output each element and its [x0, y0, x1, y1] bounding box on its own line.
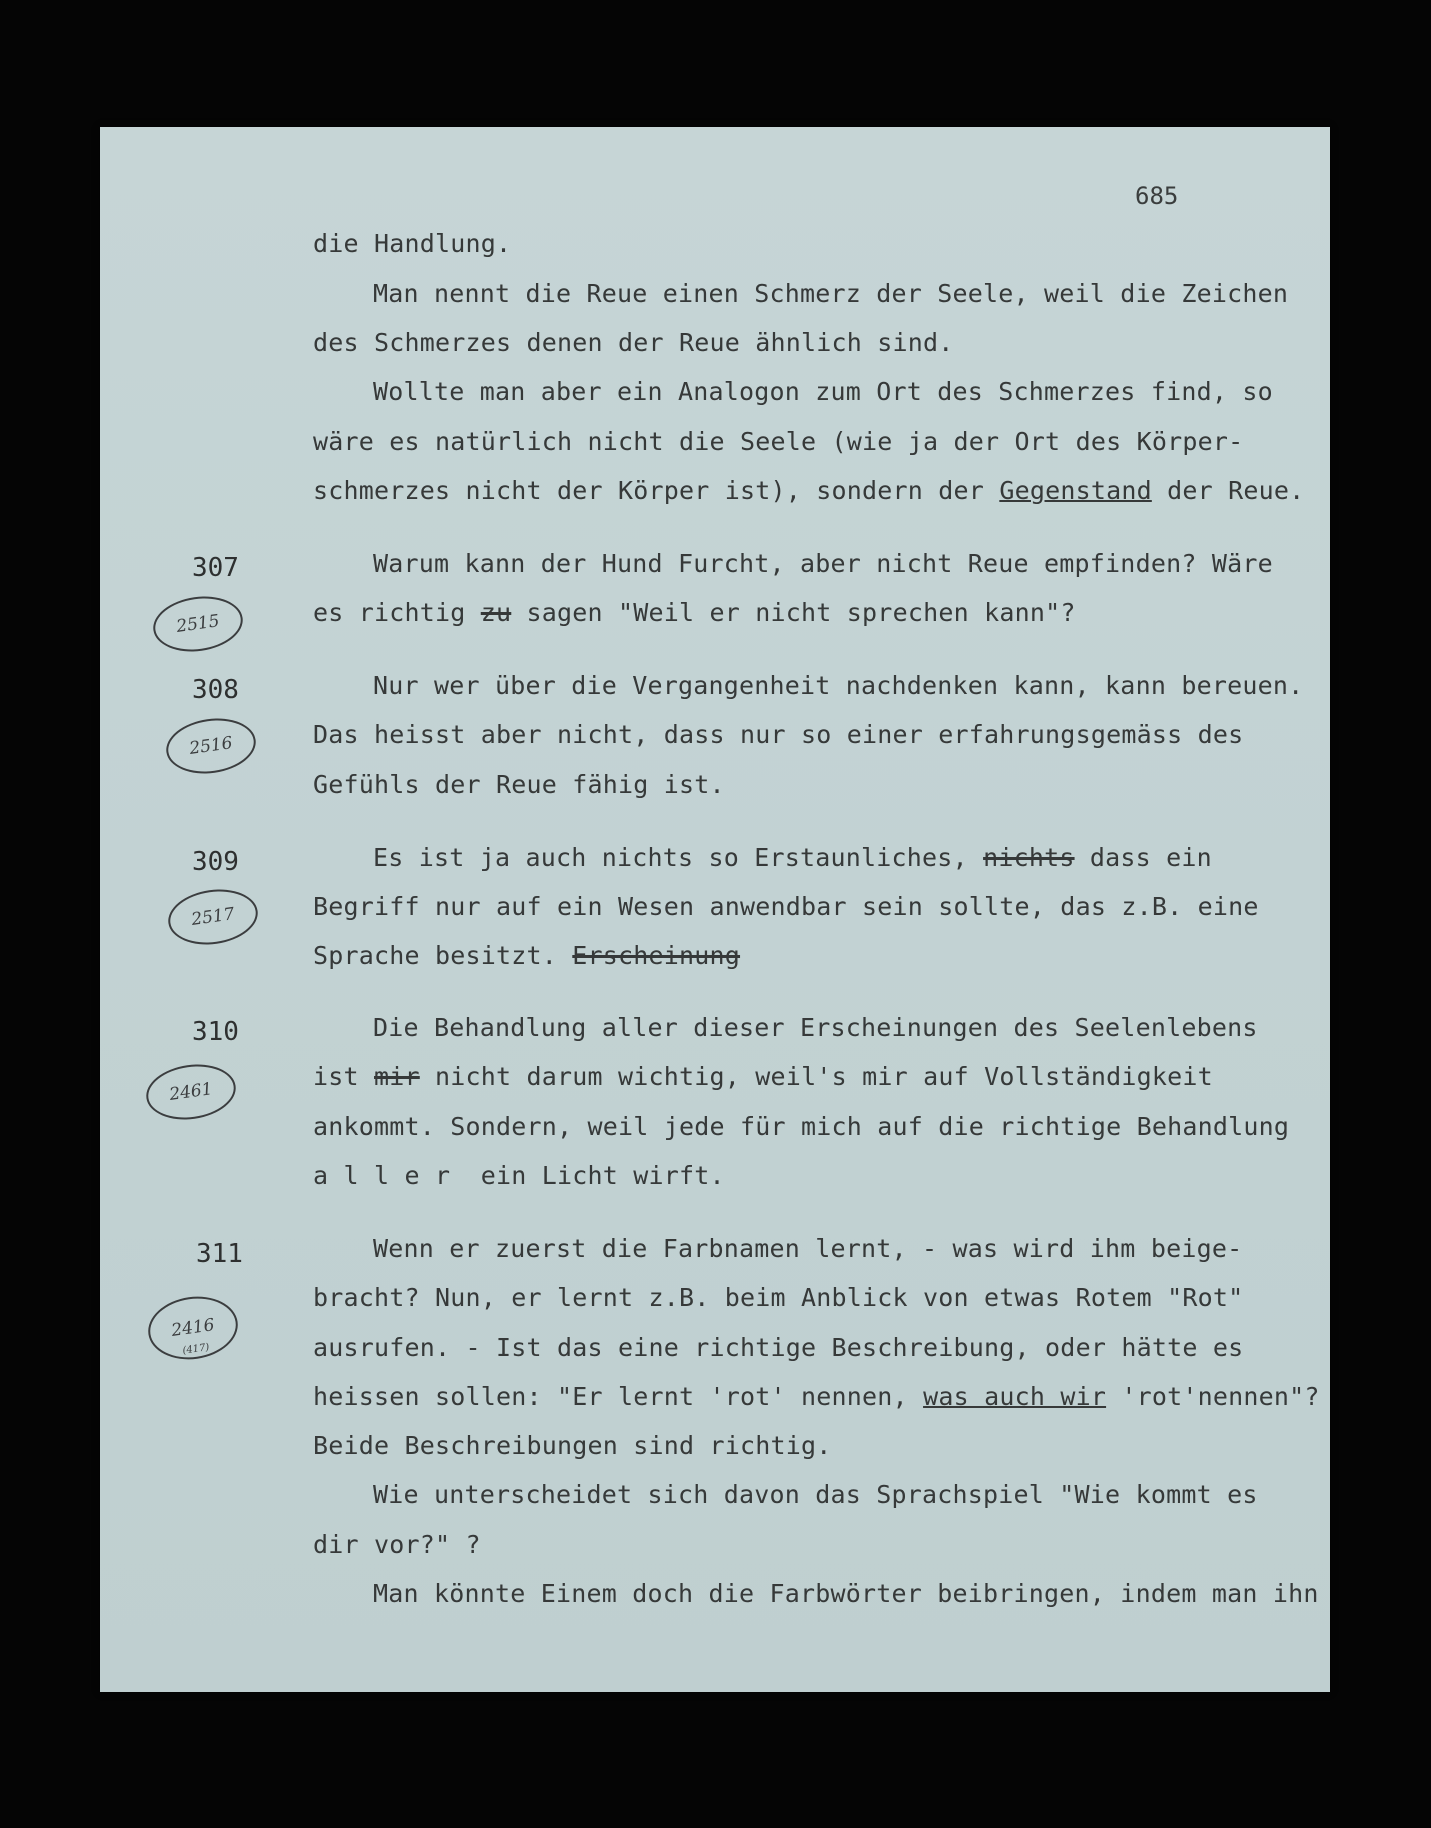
- typed-page: [100, 127, 1330, 1692]
- text-line: Man könnte Einem doch die Farbwörter beibringen, indem man ihn: [373, 1579, 1319, 1608]
- text-line: ist mir nicht darum wichtig, weil's mir auf Vollständigkeit: [313, 1062, 1213, 1091]
- text-line: Sprache besitzt. Erscheinung: [313, 941, 741, 970]
- section-number: 309: [192, 847, 239, 877]
- text-line: Nur wer über die Vergangenheit nachdenken kann, kann bereuen.: [373, 671, 1304, 700]
- text-line: Warum kann der Hund Furcht, aber nicht Reue empfinden? Wäre: [373, 549, 1273, 578]
- text-line: Begriff nur auf ein Wesen anwendbar sein sollte, das z.B. eine: [313, 892, 1259, 921]
- text-line: Wenn er zuerst die Farbnamen lernt, - was wird ihm beige-: [373, 1234, 1243, 1263]
- underlined-word: Gegenstand: [999, 476, 1152, 505]
- struck-word: mir: [374, 1062, 420, 1091]
- text-line: a l l e r ein Licht wirft.: [313, 1161, 725, 1190]
- struck-word: zu: [480, 598, 512, 627]
- underlined-phrase: was auch wir: [923, 1382, 1107, 1411]
- margin-note: 2461: [143, 1059, 240, 1125]
- text-line: Gefühls der Reue fähig ist.: [313, 770, 725, 799]
- text-line: bracht? Nun, er lernt z.B. beim Anblick von etwas Rotem "Rot": [313, 1283, 1244, 1312]
- text-line: schmerzes nicht der Körper ist), sondern der Gegenstand der Reue.: [313, 476, 1305, 505]
- margin-note: 2517: [165, 884, 262, 950]
- text-line: Es ist ja auch nichts so Erstaunliches, nichts dass ein: [373, 843, 1212, 872]
- text-line: Wie unterscheidet sich davon das Sprachspiel "Wie kommt es: [373, 1480, 1258, 1509]
- text-line: Das heisst aber nicht, dass nur so einer erfahrungsgemäss des: [313, 720, 1244, 749]
- page-number: 685: [1135, 182, 1179, 210]
- margin-note: 2416 (417): [144, 1291, 242, 1365]
- text-line: Die Behandlung aller dieser Erscheinungen des Seelenlebens: [373, 1013, 1258, 1042]
- section-number: 307: [192, 553, 239, 583]
- margin-note: 2516: [163, 713, 260, 779]
- section-number: 308: [192, 675, 239, 705]
- text-line: wäre es natürlich nicht die Seele (wie ja der Ort des Körper-: [313, 427, 1244, 456]
- text-line: die Handlung.: [313, 229, 512, 258]
- text-line: Beide Beschreibungen sind richtig.: [313, 1431, 832, 1460]
- struck-word: nichts: [983, 843, 1075, 872]
- text-line: ausrufen. - Ist das eine richtige Beschreibung, oder hätte es: [313, 1333, 1244, 1362]
- section-number: 310: [192, 1017, 239, 1047]
- section-number: 311: [196, 1239, 243, 1269]
- margin-note: 2515: [150, 591, 247, 657]
- text-line: Man nennt die Reue einen Schmerz der Seele, weil die Zeichen: [373, 279, 1289, 308]
- text-line: es richtig zu sagen "Weil er nicht sprechen kann"?: [313, 598, 1076, 627]
- text-line: ankommt. Sondern, weil jede für mich auf die richtige Behandlung: [313, 1112, 1290, 1141]
- struck-word: Erscheinung: [572, 941, 741, 970]
- text-line: heissen sollen: "Er lernt 'rot' nennen, was auch wir 'rot'nennen"?: [313, 1382, 1320, 1411]
- text-line: dir vor?" ?: [313, 1530, 481, 1559]
- text-line: des Schmerzes denen der Reue ähnlich sind.: [313, 328, 954, 357]
- text-line: Wollte man aber ein Analogon zum Ort des Schmerzes find, so: [373, 377, 1273, 406]
